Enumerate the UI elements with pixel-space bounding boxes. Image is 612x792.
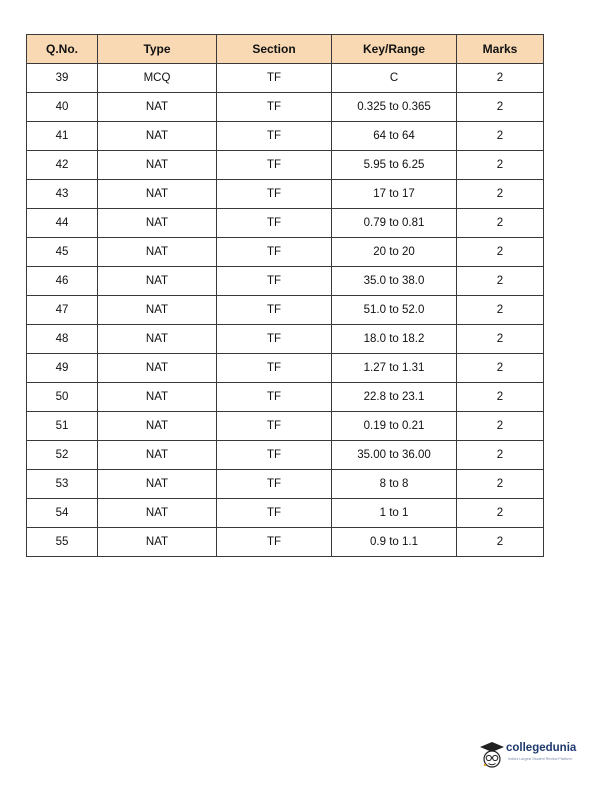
table-row <box>27 296 544 325</box>
cell-type: NAT <box>98 441 217 470</box>
cell-section: TF <box>217 528 332 557</box>
table-row <box>27 267 544 296</box>
cell-marks: 2 <box>457 383 544 412</box>
table-row <box>27 412 544 441</box>
cell-type: NAT <box>98 354 217 383</box>
cell-type: NAT <box>98 93 217 122</box>
cell-key-range: C <box>332 64 457 93</box>
header-marks: Marks <box>457 35 544 64</box>
table-row <box>27 180 544 209</box>
cell-type: NAT <box>98 383 217 412</box>
cell-key-range: 0.325 to 0.365 <box>332 93 457 122</box>
table-row <box>27 64 544 93</box>
cell-type: NAT <box>98 499 217 528</box>
cell-type: NAT <box>98 325 217 354</box>
cell-marks: 2 <box>457 238 544 267</box>
cell-section: TF <box>217 151 332 180</box>
cell-qno: 54 <box>27 499 98 528</box>
cell-section: TF <box>217 209 332 238</box>
cell-type: NAT <box>98 528 217 557</box>
cell-qno: 49 <box>27 354 98 383</box>
cell-qno: 44 <box>27 209 98 238</box>
cell-marks: 2 <box>457 93 544 122</box>
cell-qno: 52 <box>27 441 98 470</box>
table-row <box>27 499 544 528</box>
table-header-row <box>27 35 544 64</box>
table-row <box>27 209 544 238</box>
cell-section: TF <box>217 383 332 412</box>
cell-type: NAT <box>98 151 217 180</box>
cell-type: NAT <box>98 180 217 209</box>
cell-qno: 51 <box>27 412 98 441</box>
cell-qno: 43 <box>27 180 98 209</box>
cell-type: NAT <box>98 267 217 296</box>
header-qno: Q.No. <box>27 35 98 64</box>
cell-key-range: 0.19 to 0.21 <box>332 412 457 441</box>
cell-type: NAT <box>98 296 217 325</box>
cell-qno: 45 <box>27 238 98 267</box>
cell-key-range: 5.95 to 6.25 <box>332 151 457 180</box>
cell-qno: 50 <box>27 383 98 412</box>
cell-marks: 2 <box>457 209 544 238</box>
answer-key-table <box>26 34 544 557</box>
cell-marks: 2 <box>457 122 544 151</box>
cell-section: TF <box>217 325 332 354</box>
cell-type: NAT <box>98 209 217 238</box>
cell-section: TF <box>217 93 332 122</box>
cell-marks: 2 <box>457 470 544 499</box>
table-row <box>27 122 544 151</box>
cell-key-range: 18.0 to 18.2 <box>332 325 457 354</box>
cell-type: NAT <box>98 122 217 151</box>
graduate-mascot-icon <box>478 738 506 772</box>
cell-type: NAT <box>98 470 217 499</box>
cell-section: TF <box>217 441 332 470</box>
cell-key-range: 17 to 17 <box>332 180 457 209</box>
cell-key-range: 22.8 to 23.1 <box>332 383 457 412</box>
cell-key-range: 0.79 to 0.81 <box>332 209 457 238</box>
table-row <box>27 354 544 383</box>
table-row <box>27 93 544 122</box>
cell-qno: 47 <box>27 296 98 325</box>
table-row <box>27 441 544 470</box>
cell-type: NAT <box>98 238 217 267</box>
header-type: Type <box>98 35 217 64</box>
cell-section: TF <box>217 470 332 499</box>
table-row <box>27 238 544 267</box>
cell-qno: 42 <box>27 151 98 180</box>
cell-key-range: 20 to 20 <box>332 238 457 267</box>
cell-key-range: 1.27 to 1.31 <box>332 354 457 383</box>
table-row <box>27 383 544 412</box>
cell-key-range: 35.0 to 38.0 <box>332 267 457 296</box>
cell-key-range: 8 to 8 <box>332 470 457 499</box>
header-key-range: Key/Range <box>332 35 457 64</box>
cell-section: TF <box>217 180 332 209</box>
cell-qno: 48 <box>27 325 98 354</box>
cell-marks: 2 <box>457 412 544 441</box>
cell-section: TF <box>217 238 332 267</box>
cell-section: TF <box>217 354 332 383</box>
table-row <box>27 325 544 354</box>
cell-marks: 2 <box>457 325 544 354</box>
cell-key-range: 64 to 64 <box>332 122 457 151</box>
cell-key-range: 1 to 1 <box>332 499 457 528</box>
cell-qno: 46 <box>27 267 98 296</box>
table-row <box>27 528 544 557</box>
table-body <box>27 64 544 557</box>
table-row <box>27 151 544 180</box>
cell-section: TF <box>217 412 332 441</box>
cell-key-range: 35.00 to 36.00 <box>332 441 457 470</box>
cell-qno: 41 <box>27 122 98 151</box>
cell-qno: 53 <box>27 470 98 499</box>
logo-wordmark: collegedunia <box>506 742 577 754</box>
cell-marks: 2 <box>457 151 544 180</box>
cell-marks: 2 <box>457 499 544 528</box>
cell-type: NAT <box>98 412 217 441</box>
cell-marks: 2 <box>457 180 544 209</box>
header-section: Section <box>217 35 332 64</box>
cell-marks: 2 <box>457 354 544 383</box>
cell-key-range: 51.0 to 52.0 <box>332 296 457 325</box>
cell-marks: 2 <box>457 296 544 325</box>
cell-section: TF <box>217 499 332 528</box>
table-row <box>27 470 544 499</box>
cell-section: TF <box>217 267 332 296</box>
cell-key-range: 0.9 to 1.1 <box>332 528 457 557</box>
cell-marks: 2 <box>457 441 544 470</box>
cell-qno: 55 <box>27 528 98 557</box>
cell-qno: 40 <box>27 93 98 122</box>
cell-type: MCQ <box>98 64 217 93</box>
cell-qno: 39 <box>27 64 98 93</box>
cell-marks: 2 <box>457 64 544 93</box>
cell-section: TF <box>217 122 332 151</box>
cell-section: TF <box>217 64 332 93</box>
cell-marks: 2 <box>457 528 544 557</box>
cell-marks: 2 <box>457 267 544 296</box>
logo-tagline: India's Largest Student Review Platform <box>508 757 572 761</box>
cell-section: TF <box>217 296 332 325</box>
collegedunia-logo <box>478 738 604 772</box>
